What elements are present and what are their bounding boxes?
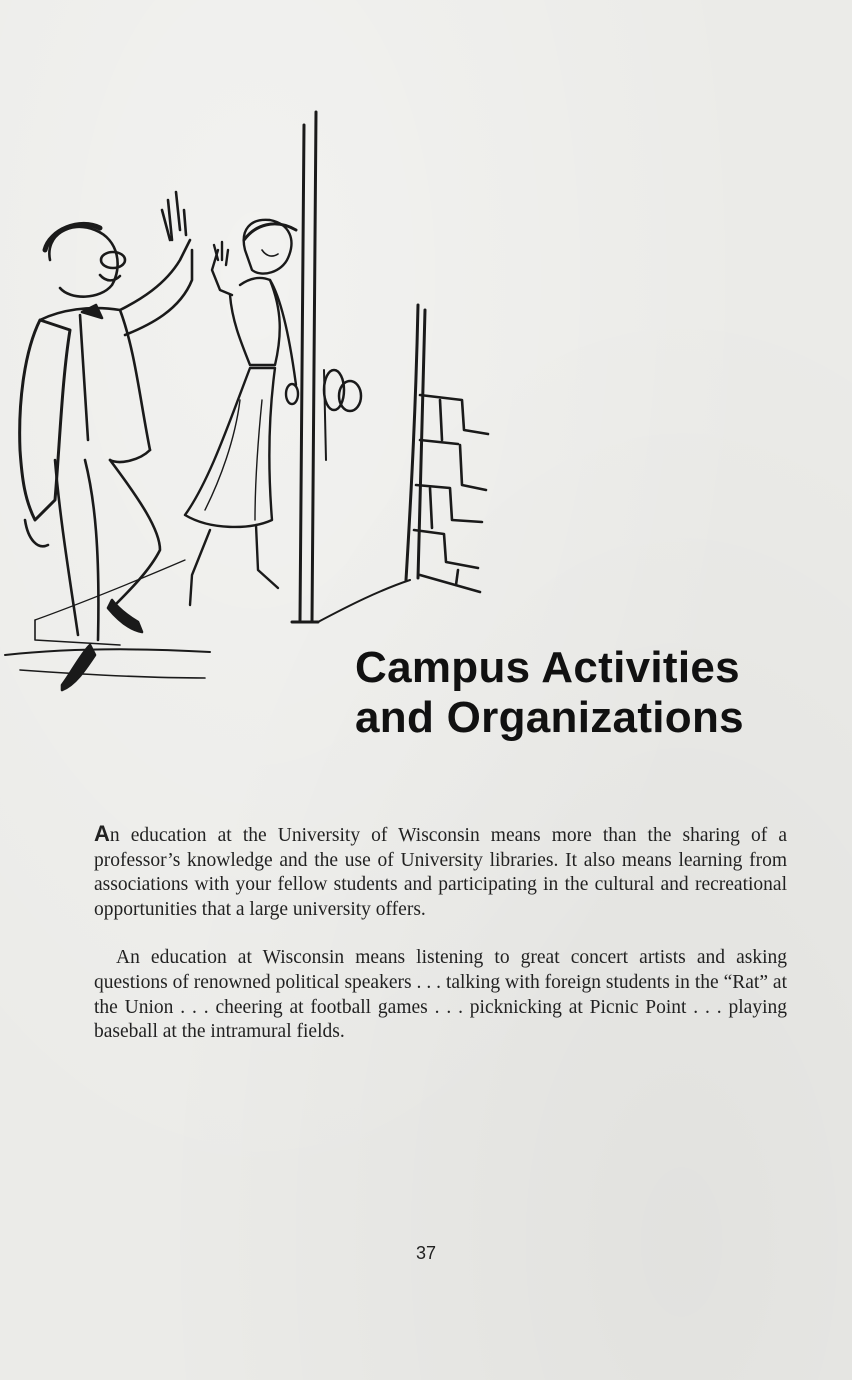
paragraph-2: An education at Wisconsin means listening to great concert artists and asking questions of renowned political speakers . . . talking with foreign students in the “Rat” at the Union . . . cheering at football games . . . picknicking at Picnic Point . . . playing baseball at the intramural fields. [94, 947, 787, 1043]
floor-line [5, 649, 210, 655]
tuxedo-jacket [20, 320, 70, 520]
woman-figure [185, 220, 298, 605]
paragraph-1-text: n education at the University of Wisconsin means more than the sharing of a professor’s knowledge and the use of University libraries. It also means learning from associations with your fellow students and participating in the cultural and recreational opportunities that a large university offers. [94, 825, 787, 920]
waving-couple-sketch [0, 100, 500, 700]
drop-cap: A [94, 821, 110, 846]
paragraph-1 [94, 822, 787, 922]
page-number: 37 [415, 1243, 437, 1263]
door-icon [292, 112, 425, 622]
page-heading [355, 643, 847, 743]
body-text [94, 822, 787, 1045]
heading-line-2: and Organizations [355, 693, 744, 742]
man-figure [20, 192, 192, 690]
brick-wall-icon [414, 395, 488, 592]
heading-line-1: Campus Activities [355, 643, 740, 692]
